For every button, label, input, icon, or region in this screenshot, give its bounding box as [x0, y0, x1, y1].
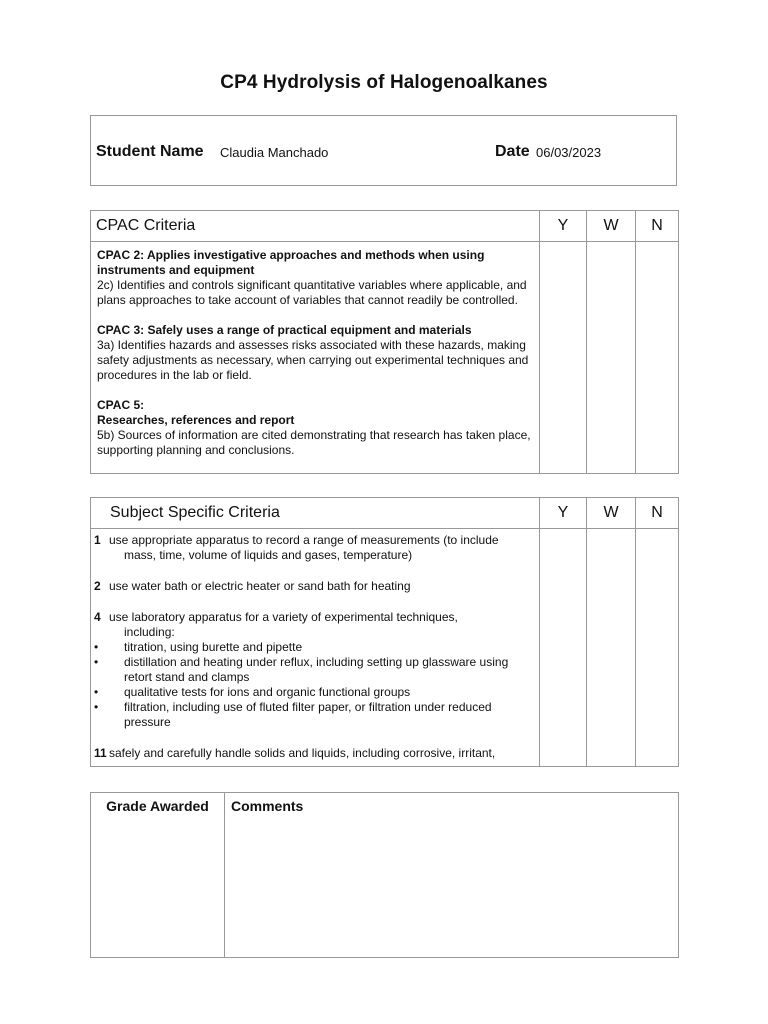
grade-awarded-cell[interactable]	[91, 793, 225, 958]
student-info-box	[90, 115, 677, 186]
col-y: Y	[540, 498, 587, 529]
subject-criteria-text: 1 use appropriate apparatus to record a range of measurements (to include mass, time, volume of liquids and gases, temperature) 2 use water bath or electric heater or sand bath for heating 4 use laboratory apparatus for a variety of experimental techniques, including: • titration, using burette and pipette • distillation and heating under reflux, including setting up glassware using retort stand and clamps • qualitative tests for ions and organic functional groups • filtration, including use of fluted filter paper, or filtration under reduced pressure 11 safely and carefully handle solids and liquids, including corrosive, irritant,	[91, 529, 540, 767]
page-title: CP4 Hydrolysis of Halogenoalkanes	[220, 72, 548, 93]
subject-w-cell[interactable]	[587, 529, 636, 767]
grade-awarded-label: Grade Awarded	[106, 798, 209, 814]
col-w: W	[587, 498, 636, 529]
cpac-header: CPAC Criteria	[91, 211, 540, 242]
col-n: N	[636, 498, 679, 529]
comments-label: Comments	[231, 798, 304, 814]
bullet-item: • qualitative tests for ions and organic functional groups	[94, 685, 411, 699]
subject-criteria-table	[90, 497, 679, 767]
bullet-item: • filtration, including use of fluted filter paper, or filtration under reduced pressure	[94, 700, 492, 729]
cpac2-heading: CPAC 2: Applies investigative approaches and methods when using instruments and equipment	[97, 248, 485, 277]
date-value[interactable]: 06/03/2023	[536, 145, 602, 160]
grade-comments-table	[90, 792, 679, 958]
subject-y-cell[interactable]	[540, 529, 587, 767]
list-item: 11 safely and carefully handle solids and liquids, including corrosive, irritant,	[94, 746, 496, 760]
subject-header: Subject Specific Criteria	[91, 498, 540, 529]
cpac2-text: 2c) Identifies and controls significant quantitative variables where applicable, and plans approaches to take account of variables that cannot readily be controlled.	[97, 278, 527, 307]
cpac5-text: 5b) Sources of information are cited demonstrating that research has taken place, supporting planning and conclusions.	[97, 428, 531, 457]
cpac3-text: 3a) Identifies hazards and assesses risks associated with these hazards, making safety adjustments as necessary, when carrying out experimental techniques and procedures in the lab or field.	[97, 338, 529, 382]
cpac5-heading: CPAC 5:	[97, 398, 145, 412]
col-n: N	[636, 211, 679, 242]
bullet-item: • distillation and heating under reflux, including setting up glassware using retort stand and clamps	[94, 655, 509, 684]
list-item: 2 use water bath or electric heater or sand bath for heating	[94, 579, 411, 593]
date-label: Date	[495, 143, 530, 160]
cpac-criteria-table	[90, 210, 679, 474]
cpac-w-cell[interactable]	[587, 242, 636, 474]
comments-cell[interactable]	[225, 793, 679, 958]
col-w: W	[587, 211, 636, 242]
col-y: Y	[540, 211, 587, 242]
bullet-item: • titration, using burette and pipette	[94, 640, 303, 654]
list-item: 4 use laboratory apparatus for a variety of experimental techniques,	[94, 610, 458, 624]
cpac-y-cell[interactable]	[540, 242, 587, 474]
subject-n-cell[interactable]	[636, 529, 679, 767]
cpac3-heading: CPAC 3: Safely uses a range of practical equipment and materials	[97, 323, 472, 337]
cpac-criteria-text	[91, 242, 540, 474]
student-name-value[interactable]: Claudia Manchado	[220, 145, 329, 160]
student-name-label: Student Name	[96, 143, 204, 160]
cpac5-subheading: Researches, references and report	[97, 413, 295, 427]
cpac-n-cell[interactable]	[636, 242, 679, 474]
list-item: 1 use appropriate apparatus to record a range of measurements (to include	[94, 533, 499, 547]
